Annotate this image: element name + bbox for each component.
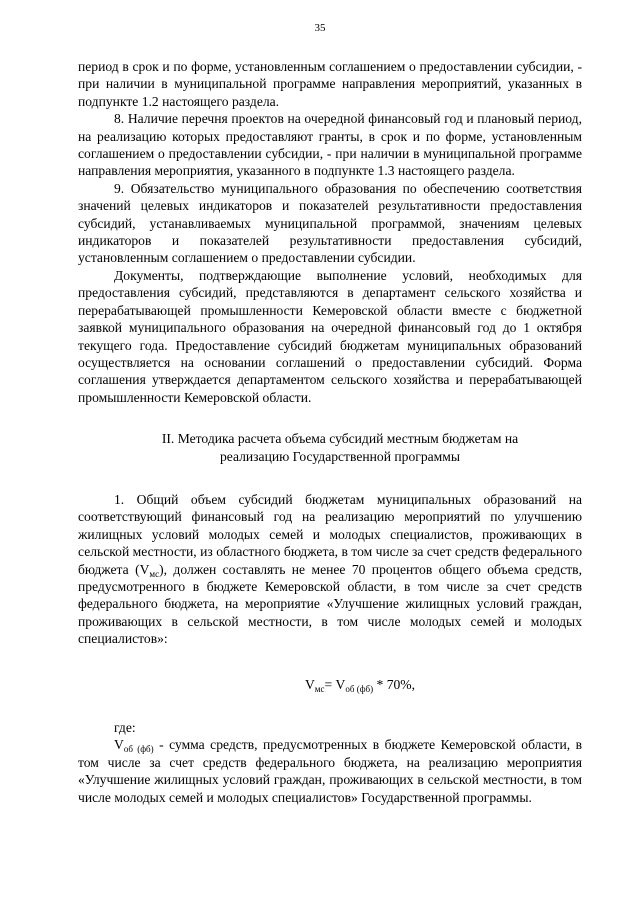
paragraph-documents: Документы, подтверждающие выполнение условий, необходимых для предоставления субсидий, представляются в департамент сельского хозяйства и перерабатывающей промышленности Кемеровской области вместе с бюджетной заявкой муниципального образования на очередной финансовый год до 1 октября текущего года. Предоставление субсидий бюджетам муниципальных образований осуществляется на основании соглашений о предоставлении субсидий. Форма соглашения утверждается департаментом сельского хозяйства и перерабатывающей промышленности Кемеровской области. xyxy=(78,267,582,405)
section-title-line1: II. Методика расчета объема субсидий местным бюджетам на xyxy=(161,431,519,447)
formula-sub2: об (фб) xyxy=(345,683,374,694)
method-text-part1: 1. Общий объем субсидий бюджетам муниципальных образований на соответствующий финансовый год на реализацию мероприятий по улучшению жилищных условий молодых семей и молодых специалистов, проживающих в сельской местности, из областного бюджета, в том числе за счет средств федерального бюджета (V xyxy=(78,491,582,577)
section-title xyxy=(78,430,582,465)
document-body xyxy=(78,58,582,806)
paragraph-item-9: 9. Обязательство муниципального образования по обеспечению соответствия значений целевых индикаторов и показателей результативности предоставления субсидий, устанавливаемых муниципальной программой, значениям целевых индикаторов и показателей результативности предоставления субсидий, установленным соглашением о предоставлении субсидии. xyxy=(78,180,582,266)
method-text-part2: ), должен составлять не менее 70 процентов общего объема средств, предусмотренного в бюджете Кемеровской области, в том числе за счет средств федерального бюджета, на мероприятие «Улучшение жилищных условий граждан, проживающих в сельской местности, в том числе молодых семей и молодых специалистов»: xyxy=(78,561,582,647)
formula xyxy=(78,676,582,693)
section-title-line2: реализацию Государственной программы xyxy=(219,448,461,464)
formula-v1: V xyxy=(304,676,315,692)
method-subscript: мс xyxy=(149,568,160,579)
formula-equals: = V xyxy=(324,676,346,692)
paragraph-item-8: 8. Наличие перечня проектов на очередной финансовый год и плановый период, на реализацию которых предоставляют гранты, в срок и по форме, установленным соглашением о предоставлении субсидии, - при наличии в муниципальной программе направления мероприятия, указанного в подпункте 1.3 настоящего раздела. xyxy=(78,111,582,179)
where-variable: V xyxy=(114,737,124,753)
page-number: 35 xyxy=(314,22,326,34)
formula-sub1: мс xyxy=(314,683,325,694)
where-text: - сумма средств, предусмотренных в бюджете Кемеровской области, в том числе за счет средств федерального бюджета, на реализацию мероприятия «Улучшение жилищных условий граждан, проживающих в сельской местности, в том числе молодых семей и молодых специалистов» Государственной программы. xyxy=(78,737,583,805)
paragraph-continuation: период в срок и по форме, установленным соглашением о предоставлении субсидии, - при наличии в муниципальной программе направления мероприятий, указанных в подпункте 1.2 настоящего раздела. xyxy=(78,59,582,109)
formula-rest: * 70%, xyxy=(373,676,416,692)
where-label: где: xyxy=(114,720,136,735)
where-definition xyxy=(78,736,582,806)
paragraph-method-1 xyxy=(78,491,582,648)
where-subscript: об (фб) xyxy=(123,744,154,755)
